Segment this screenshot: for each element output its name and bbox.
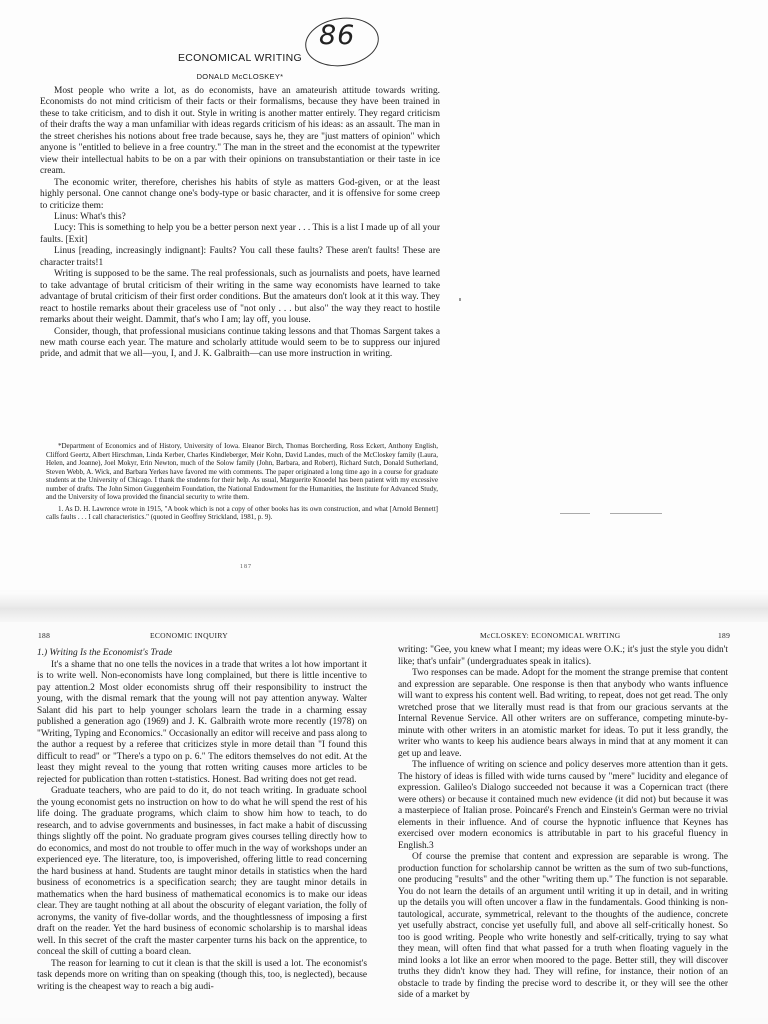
section-heading: 1.) Writing Is the Economist's Trade <box>37 648 173 658</box>
paragraph: Two responses can be made. Adopt for the moment the strange premise that content and expression are separable. One response is then that anybody who wants influence will want to express his content well. Bad writing, to repeat, does not get read. The only wretched prose that we literally must read is that from our gracious servants at the Internal Revenue Service. All other writers are on sufferance, competing minute-by-minute with other writers in an atomistic market for ideas. To put it less grandly, the writer who wants to keep his audience bears always in mind that at any moment it can get up and leave. <box>398 668 728 759</box>
scan-mark <box>560 513 590 514</box>
paragraph: writing: "Gee, you knew what I meant; my ideas were O.K.; it's just the style you didn't like; that's unfair" (undergraduates speak in italics). <box>398 645 728 667</box>
paragraph: Of course the premise that content and expression are separable is wrong. The production function for scholarship cannot be written as the sum of two sub-functions, one producing "results" and the other "writing them up." The function is not separable. You do not learn the details of an argument until writing it up in detail, and in writing up the details you will often uncover a flaw in the fundamentals. Good thinking is non-tautological, accurate, symmetrical, relevant to the thoughts of the audience, concrete yet usefully abstract, concise yet usefully full, and above all self-critically honest. So too is good writing. People who write honestly and self-critically, trying to say what they mean, will often find that what passed for a truth when floating vaguely in the mind looks a lot like an error when moored to the page. Better still, they will discover truths they didn't know they had. They will refine, for instance, their notion of an obstacle to trade by finding the precise word to describe it, or they will see the other side of a market by <box>398 852 728 1000</box>
page-number-187: 187 <box>240 564 252 570</box>
paragraph: The economic writer, therefore, cherishes his habits of style as matters God-given, or at the least highly personal. One cannot change one's body-type or basic character, and it is offensive for some creep to criticize them: <box>40 177 440 211</box>
right-page-text <box>398 645 728 1002</box>
dialogue-line: Linus: What's this? <box>54 211 126 222</box>
left-page-text <box>37 648 367 993</box>
paragraph: Consider, though, that professional musicians continue taking lessons and that Thomas Sargent takes a new math course each year. The mature and scholarly attitude would seem to be to suppress our injured pride, and admit that we all—you, I, and J. K. Galbraith—can use more instruction in writing. <box>40 326 440 360</box>
paragraph: Graduate teachers, who are paid to do it, do not teach writing. In graduate school the young economist gets no instruction on how to do what he will spend the rest of his life doing. The graduate programs, which claim to show him how to teach, to do research, and to advise governments and businesses, in fact make a habit of discussing things slightly off the point. No graduate program gives courses telling directly how to do economics, and most do not trouble to offer much in the way of workshops under an experienced eye. The literature, too, is impoverished, offering little to read concerning the hard business at hand. Students are taught minor details in statistics when the hard business of econometrics is a specification search; they are taught minor details in mathematics when the hard business of mathematical economics is to make our ideas clear. They are taught nothing at all about the obscurity of elegant variation, the folly of acronyms, the vanity of five-dollar words, and the thoughtlessness of imposing a first draft on the reader. Yet the hard business of economic scholarship is to marshal ideas well. In this secret of the craft the master carpenter turns his back on the apprentice, to conceal the skill of cutting a board clean. <box>37 786 367 957</box>
paragraph: Writing is supposed to be the same. The real professionals, such as journalists and poets, have learned to take advantage of brutal criticism of their writing in the same way economists have learned to take advantage of brutal criticism of their first order conditions. But the amateurs don't look at it this way. They react to hostile remarks about their graceless use of "not only . . . but also" the way they react to hostile remarks about their weight. Dammit, that's who I am; lay off, you louse. <box>40 269 440 326</box>
right-running-head: McCLOSKEY: ECONOMICAL WRITING <box>480 631 621 640</box>
paragraph: Most people who write a lot, as do economists, have an amateurish attitude towards writing. Economists do not mind criticism of their facts or their formalisms, because they have been trained in these to take criticism, and to dish it out. Style in writing is another matter entirely. They regard criticism of their drafts the way a man unfamiliar with ideas regards criticism of his ideas: as an assault. The man in the street cherishes his notions about free trade because, says he, they are "just matters of opinion" which anyone is "entitled to believe in a free country." The man in the street and the economist at the typewriter view their intellectual habits to be on a par with their opinions on transubstantiation or their taste in ice cream. <box>40 86 440 177</box>
handwritten-page-number: 86 <box>319 20 356 51</box>
dialogue-line: Lucy: This is something to help you be a better person next year . . . This is a list I made up of all your faults. [Exit] <box>40 223 440 245</box>
paragraph: It's a shame that no one tells the novices in a trade that writes a lot how important it is to write well. Non-economists have long complained, but there is little incentive to pay attention.2 Most older economists shrug off their responsibility to instruct the young, with the dismal remark that the young will not pay attention anyway. Walter Salant did his part to help younger scholars learn the trade in a charming essay published a generation ago (1969) and J. K. Galbraith wrote more recently (1978) on "Writing, Typing and Economics." Occasionally an editor will receive and pass along to the author a request by a referee that criticizes style in more detail than "I found this difficult to read" or "There's a typo on p. 6." The editors themselves do not edit. At the least they might reveal to the young that rotten writing causes more articles to be rejected for publication than rotten t-statistics. Honest. Bad writing does not get read. <box>37 659 367 785</box>
page-bottom-edge <box>0 1018 768 1024</box>
paragraph: The reason for learning to cut it clean is that the skill is used a lot. The economist's task depends more on writing than on speaking (though this, too, is neglected), because writing is the cheapest way to reach a big audi- <box>37 958 367 992</box>
right-page-number: 189 <box>718 631 731 640</box>
page-gap <box>0 592 768 622</box>
article-author: DONALD McCLOSKEY* <box>196 72 284 81</box>
footnote: *Department of Economics and of History, University of Iowa. Eleanor Birch, Thomas Borcherding, Ross Eckert, Anthony English, Clifford Geertz, Albert Hirschman, Linda Kerber, Charles Kindleberger, Meir Kohn, David Landes, much of the McCloskey family (Laura, Helen, and Joanne), Joel Mokyr, Erin Newton, much of the Solow family (John, Barbara, and Robert), Richard Sutch, Donald Sutherland, Steven Webb, A. Wick, and Barbara Yerkes have favored me with comments. The paper originated a long time ago in a course for graduate students at the University of Chicago. I thank the students for their help. As usual, Marguerite Knoedel has been patient with my excessive number of drafts. The John Simon Guggenheim Foundation, the National Endowment for the Humanities, the Institute for Advanced Study, and the University of Iowa provided the financial security to write them. <box>46 442 438 501</box>
footnotes <box>46 442 438 525</box>
paragraph: The influence of writing on science and policy deserves more attention than it gets. The history of ideas is filled with wide turns caused by "mere" lucidity and elegance of expression. Galileo's Dialogo succeeded not because it was a Copernican tract (there were others) or because it contained much new evidence (it did not) but because it was a masterpiece of Italian prose. Poincaré's French and Einstein's German were no trivial elements in their influence. And of course the hypnotic influence that Keynes has exercised over modern economics is attributable in part to his graceful fluency in English.3 <box>398 760 728 851</box>
left-page-number: 188 <box>38 631 51 640</box>
scan-mark <box>610 513 662 514</box>
footnote: 1. As D. H. Lawrence wrote in 1915, "A book which is not a copy of other books has its own construction, and what [Arnold Bennett] calls faults . . . I call characteristics." (quoted in Geoffrey Strickland, 1981, p. 9). <box>46 504 438 521</box>
scan-speck <box>459 298 461 301</box>
intro-text <box>40 86 440 361</box>
article-title: ECONOMICAL WRITING <box>177 52 302 64</box>
dialogue-line: Linus [reading, increasingly indignant]: Faults? You call these faults? These aren't faults! These are character traits!1 <box>40 246 440 268</box>
left-running-head: ECONOMIC INQUIRY <box>150 631 228 640</box>
